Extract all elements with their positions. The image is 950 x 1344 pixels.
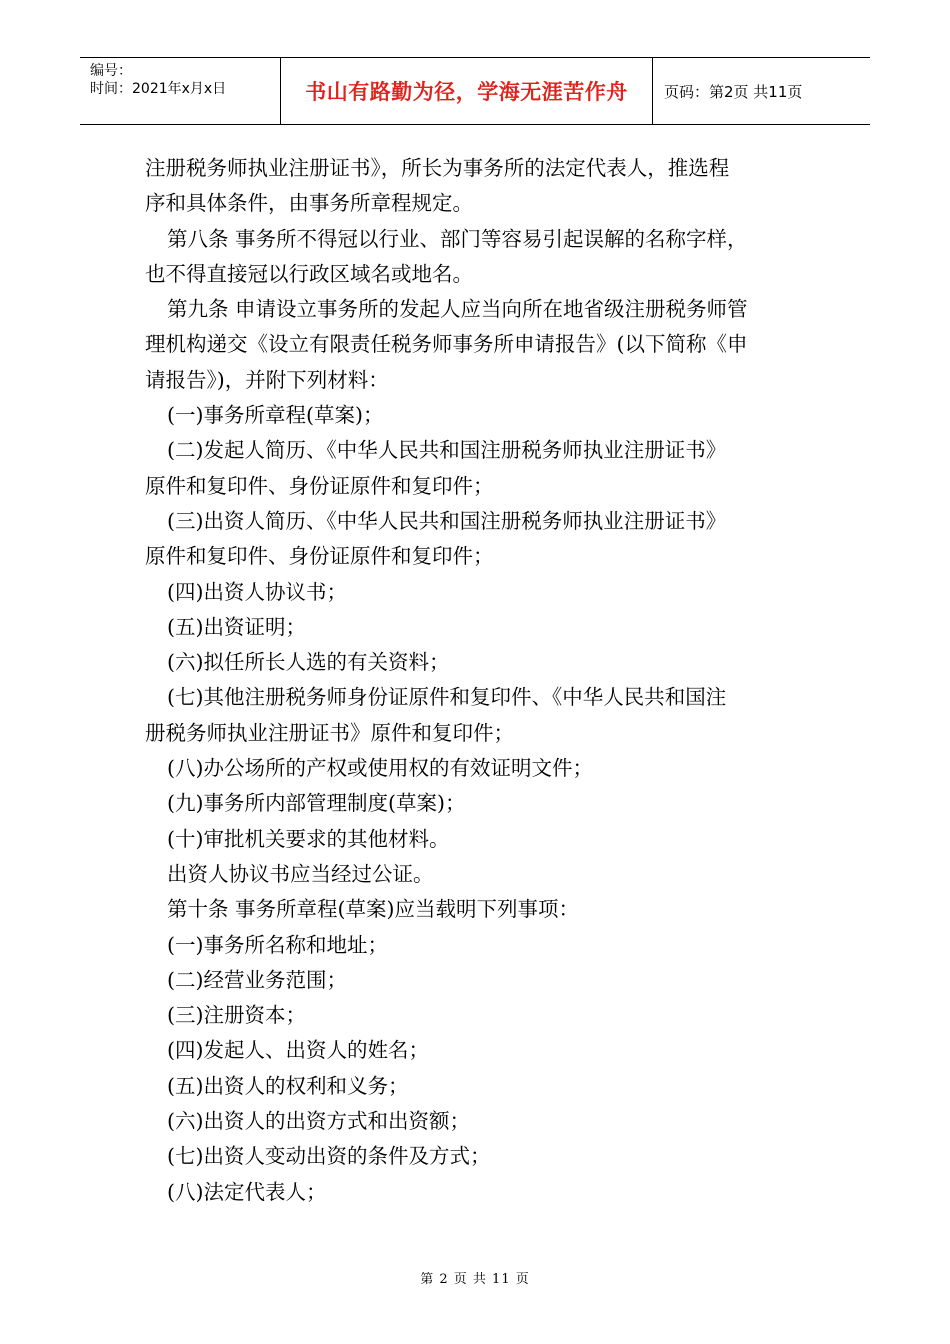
header-page-cell (653, 58, 870, 124)
header-motto-cell (281, 58, 653, 124)
body-line: 注册税务师执业注册证书》，所长为事务所的法定代表人，推选程 (145, 156, 730, 180)
article-8-line: 第八条 事务所不得冠以行业、部门等容易引起误解的名称字样， (167, 226, 748, 251)
article-10-line: 第十条 事务所章程(草案)应当载明下列事项： (167, 897, 580, 922)
list-item: (七)出资人变动出资的条件及方式； (167, 1144, 491, 1169)
body-line: 册税务师执业注册证书》原件和复印件； (145, 720, 514, 745)
list-item: (六)出资人的出资方式和出资额； (167, 1109, 470, 1134)
body-line: 也不得直接冠以行政区域名或地名。 (145, 261, 473, 286)
list-item: (三)注册资本； (167, 1003, 306, 1028)
body-line: 序和具体条件，由事务所章程规定。 (145, 191, 473, 216)
body-line: 理机构递交《设立有限责任税务师事务所申请报告》(以下简称《申 (145, 332, 748, 357)
list-item: (七)其他注册税务师身份证原件和复印件、《中华人民共和国注 (167, 685, 727, 710)
list-item: (六)拟任所长人选的有关资料； (167, 650, 450, 675)
document-number-label: 编号： (90, 63, 132, 79)
header-meta-cell (80, 58, 281, 124)
list-item: (三)出资人简历、《中华人民共和国注册税务师执业注册证书》 (167, 508, 727, 533)
list-item: (二)经营业务范围； (167, 967, 347, 992)
list-item: (九)事务所内部管理制度(草案)； (167, 791, 466, 816)
article-9-line: 第九条 申请设立事务所的发起人应当向所在地省级注册税务师管 (167, 297, 748, 322)
document-header (80, 57, 870, 125)
document-date-label: 时间：2021年x月x日 (90, 81, 227, 97)
header-motto: 书山有路勤为径，学海无涯苦作舟 (305, 80, 628, 104)
body-line: 出资人协议书应当经过公证。 (167, 861, 434, 886)
document-body (145, 151, 810, 1210)
body-line: 原件和复印件、身份证原件和复印件； (145, 473, 494, 498)
list-item: (四)出资人协议书； (167, 579, 347, 604)
body-line: 原件和复印件、身份证原件和复印件； (145, 544, 494, 569)
list-item: (二)发起人简历、《中华人民共和国注册税务师执业注册证书》 (167, 438, 727, 463)
list-item: (八)法定代表人； (167, 1179, 327, 1204)
list-item: (五)出资证明； (167, 614, 306, 639)
list-item: (一)事务所名称和地址； (167, 932, 388, 957)
list-item: (一)事务所章程(草案)； (167, 403, 384, 428)
header-page-info: 页码：第2页 共11页 (664, 82, 803, 101)
page-footer: 第 2 页 共 11 页 (420, 1272, 530, 1287)
list-item: (八)办公场所的产权或使用权的有效证明文件； (167, 756, 593, 781)
body-line: 请报告》)，并附下列材料： (145, 367, 389, 392)
list-item: (四)发起人、出资人的姓名； (167, 1038, 429, 1063)
list-item: (五)出资人的权利和义务； (167, 1073, 409, 1098)
list-item: (十)审批机关要求的其他材料。 (167, 826, 450, 851)
